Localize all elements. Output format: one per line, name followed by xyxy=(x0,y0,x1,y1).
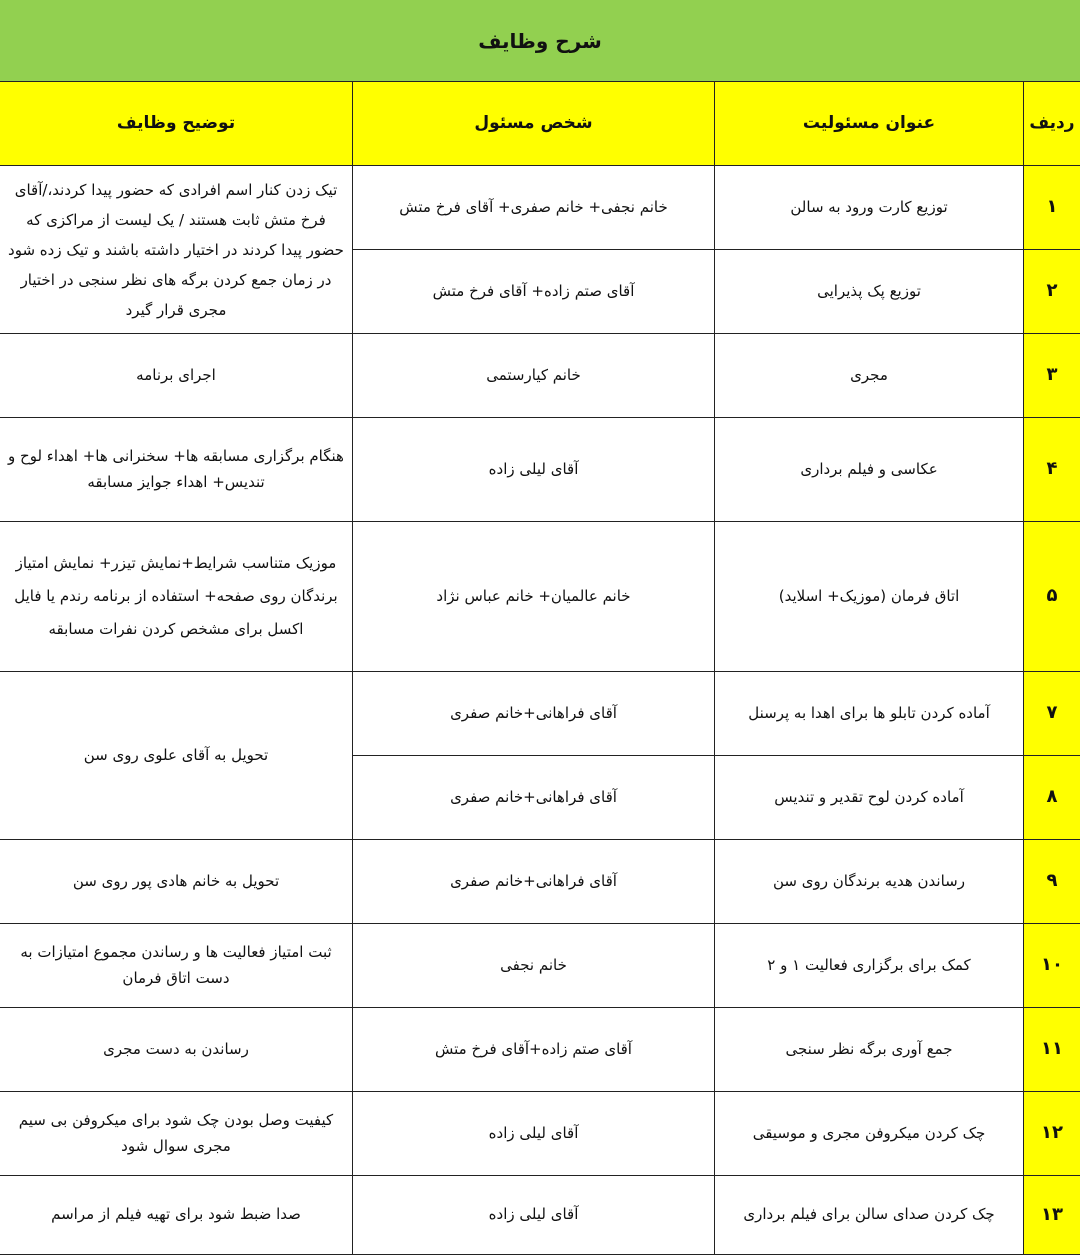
row-number: ۳ xyxy=(1024,334,1080,418)
person-cell: آقای لیلی زاده xyxy=(353,418,715,522)
description-cell: تیک زدن کنار اسم افرادی که حضور پیدا کردند،/آقای فرخ متش ثابت هستند / یک لیست از مراکزی که حضور پیدا کردند در اختیار داشته باشند و تیک زده شود در زمان جمع کردن برگه های نظر سنجی در اختیار مجری قرار گیرد xyxy=(0,166,353,334)
header-person: شخص مسئول xyxy=(353,82,715,166)
responsibility-cell: توزیع پک پذیرایی xyxy=(715,250,1024,334)
person-cell: خانم کیارستمی xyxy=(353,334,715,418)
person-cell: آقای لیلی زاده xyxy=(353,1092,715,1176)
description-cell: صدا ضبط شود برای تهیه فیلم از مراسم xyxy=(0,1176,353,1255)
description-cell: اجرای برنامه xyxy=(0,334,353,418)
row-number: ۲ xyxy=(1024,250,1080,334)
responsibility-cell: جمع آوری برگه نظر سنجی xyxy=(715,1008,1024,1092)
description-cell: ثبت امتیاز فعالیت ها و رساندن مجموع امتیازات به دست اتاق فرمان xyxy=(0,924,353,1008)
responsibility-cell: کمک برای برگزاری فعالیت ۱ و ۲ xyxy=(715,924,1024,1008)
header-description: توضیح وظایف xyxy=(0,82,353,166)
person-cell: آقای فراهانی+خانم صفری xyxy=(353,672,715,756)
person-cell: خانم نجفی+ خانم صفری+ آقای فرخ متش xyxy=(353,166,715,250)
responsibility-cell: آماده کردن تابلو ها برای اهدا به پرسنل xyxy=(715,672,1024,756)
row-number: ۹ xyxy=(1024,840,1080,924)
person-cell: آقای فراهانی+خانم صفری xyxy=(353,756,715,840)
row-number: ۸ xyxy=(1024,756,1080,840)
row-number: ۱ xyxy=(1024,166,1080,250)
person-cell: آقای صتم زاده+ آقای فرخ متش xyxy=(353,250,715,334)
row-number: ۱۳ xyxy=(1024,1176,1080,1255)
description-cell: هنگام برگزاری مسابقه ها+ سخنرانی ها+ اهداء لوح و تندیس+ اهداء جوایز مسابقه xyxy=(0,418,353,522)
row-number: ۷ xyxy=(1024,672,1080,756)
row-number: ۴ xyxy=(1024,418,1080,522)
person-cell: خانم نجفی xyxy=(353,924,715,1008)
row-number: ۱۱ xyxy=(1024,1008,1080,1092)
row-number: ۵ xyxy=(1024,522,1080,672)
description-cell: کیفیت وصل بودن چک شود برای میکروفن بی سیم مجری سوال شود xyxy=(0,1092,353,1176)
person-cell: آقای صتم زاده+آقای فرخ متش xyxy=(353,1008,715,1092)
person-cell: خانم عالمیان+ خانم عباس نژاد xyxy=(353,522,715,672)
responsibility-cell: چک کردن صدای سالن برای فیلم برداری xyxy=(715,1176,1024,1255)
header-row-number: ردیف xyxy=(1024,82,1080,166)
header-responsibility: عنوان مسئولیت xyxy=(715,82,1024,166)
row-number: ۱۰ xyxy=(1024,924,1080,1008)
description-cell: تحویل به آقای علوی روی سن xyxy=(0,672,353,840)
responsibility-cell: چک کردن میکروفن مجری و موسیقی xyxy=(715,1092,1024,1176)
description-cell: رساندن به دست مجری xyxy=(0,1008,353,1092)
table-title: شرح وظایف xyxy=(0,0,1080,82)
responsibility-cell: اتاق فرمان (موزیک+ اسلاید) xyxy=(715,522,1024,672)
person-cell: آقای لیلی زاده xyxy=(353,1176,715,1255)
responsibility-cell: مجری xyxy=(715,334,1024,418)
row-number: ۱۲ xyxy=(1024,1092,1080,1176)
person-cell: آقای فراهانی+خانم صفری xyxy=(353,840,715,924)
responsibility-cell: آماده کردن لوح تقدیر و تندیس xyxy=(715,756,1024,840)
responsibility-cell: رساندن هدیه برندگان روی سن xyxy=(715,840,1024,924)
responsibility-cell: عکاسی و فیلم برداری xyxy=(715,418,1024,522)
responsibility-cell: توزیع کارت ورود به سالن xyxy=(715,166,1024,250)
description-cell: تحویل به خانم هادی پور روی سن xyxy=(0,840,353,924)
description-cell: موزیک متناسب شرایط+نمایش تیزر+ نمایش امتیاز برندگان روی صفحه+ استفاده از برنامه رندم یا فایل اکسل برای مشخص کردن نفرات مسابقه xyxy=(0,522,353,672)
